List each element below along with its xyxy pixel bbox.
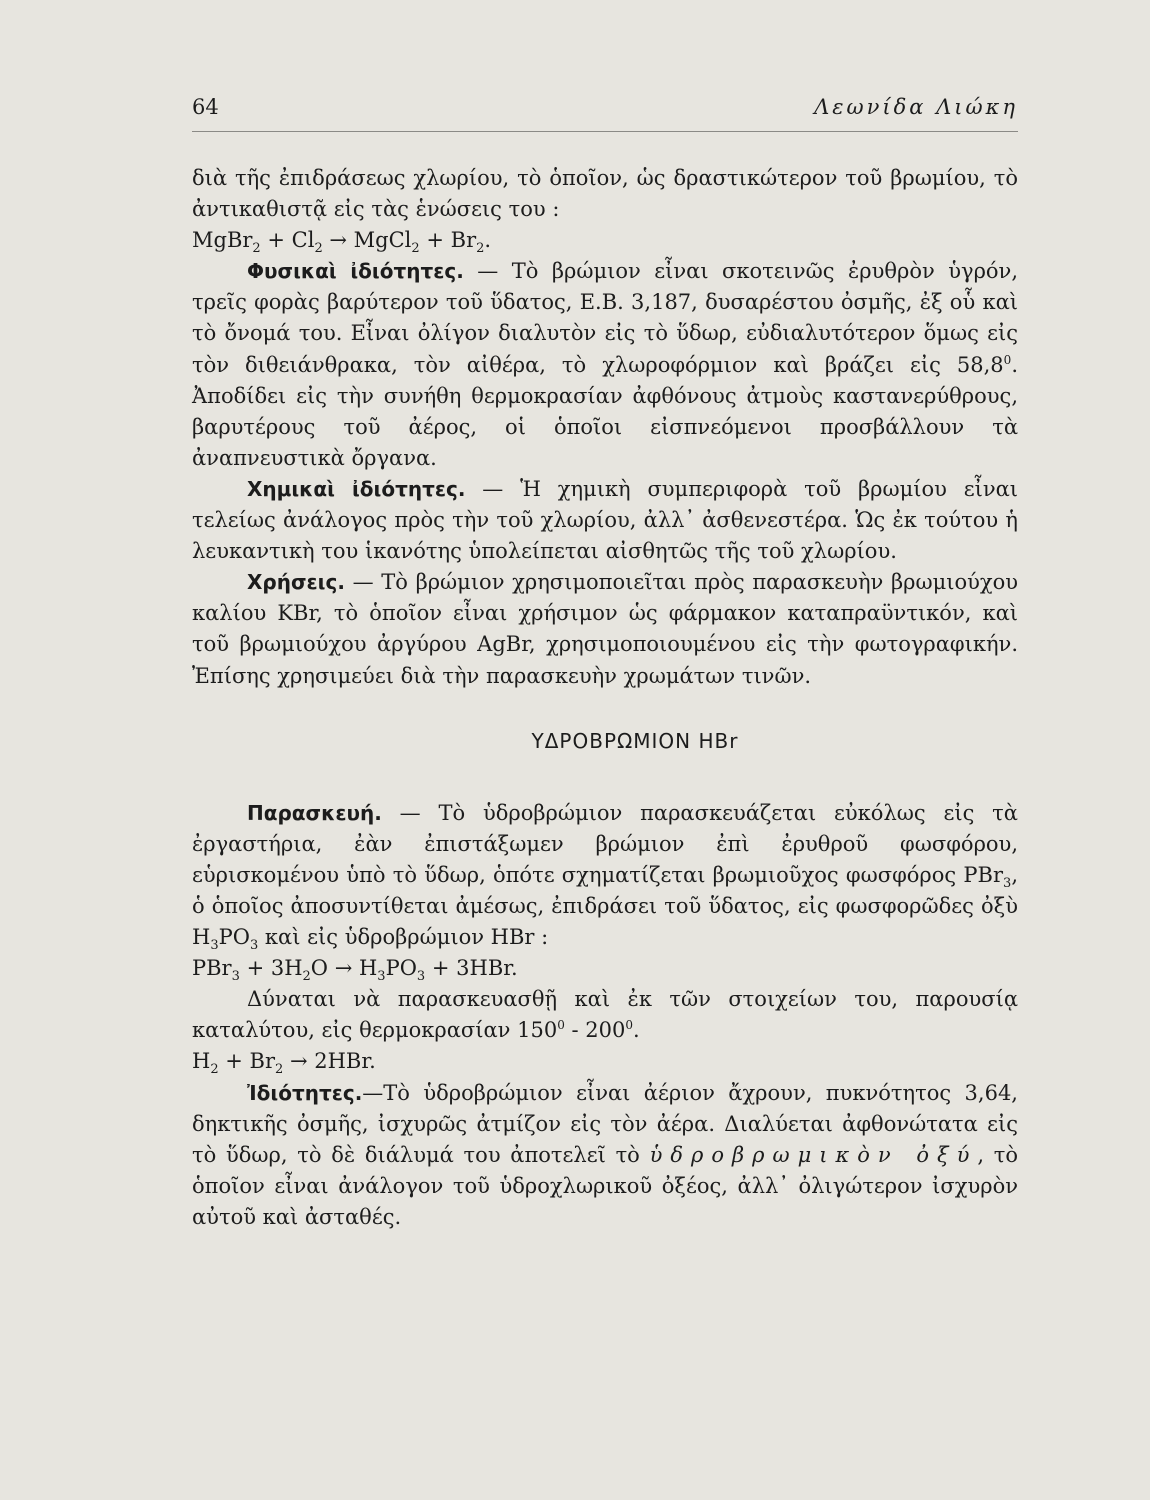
equation-h2-br2: $H_2 + Br_2 \to 2HBr$.: [192, 1049, 376, 1078]
page-header: [192, 95, 1018, 132]
page-number: 64: [192, 95, 219, 119]
heading-chemical-properties: Χημικαὶ ἰδιότητες.: [247, 476, 466, 501]
heading-preparation: Παρασκευή.: [247, 800, 382, 825]
paragraph-catalyst: Δύναται νὰ παρασκευασθῇ καὶ ἐκ τῶν στοιχείων του, παρουσίᾳ καταλύτου, εἰς θερμοκρασίαν $150^0 - 200^0$.: [192, 987, 1018, 1043]
heading-hbr-properties: Ἰδιότητες.: [247, 1080, 363, 1105]
heading-uses: Χρήσεις.: [247, 570, 345, 595]
paragraph-hbr-properties: Ἰδιότητες.—Τὸ ὑδροβρώμιον εἶναι ἀέριον ἄχρουν, πυκνότητος 3,64, δηκτικῆς ὀσμῆς, ἰσχυρῶς ἀτμίζον εἰς τὸν ἀέρα. Διαλύεται ἀφθονώτατα εἰς τὸ ὕδωρ, τὸ δὲ διάλυμά του ἀποτελεῖ τὸ ὑδροβρωμικὸν ὀξύ, τὸ ὁποῖον εἶναι ἀνάλογον τοῦ ὑδροχλωρικοῦ ὀξέος, ἀλλ᾽ ὀλιγώτερον ἰσχυρὸν αὐτοῦ καὶ ἀσταθές.: [192, 1080, 1019, 1229]
paragraph-chemical-properties: Χημικαὶ ἰδιότητες. — Ἡ χημικὴ συμπεριφορὰ τοῦ βρωμίου εἶναι τελείως ἀνάλογος πρὸς τὴν τοῦ χλωρίου, ἀλλ᾽ ἀσθενεστέρα. Ὡς ἐκ τούτου ἡ λευκαντικὴ του ἱκανότης ὑπολείπεται αἰσθητῶς τῆς τοῦ χλωρίου.: [192, 476, 1018, 564]
page-body: [192, 163, 1018, 1233]
heading-physical-properties: Φυσικαὶ ἰδιότητες.: [247, 259, 464, 284]
running-head: Λεωνίδα Λιώκη: [814, 95, 1018, 119]
paragraph-preparation: Παρασκευή. — Τὸ ὑδροβρώμιον παρασκευάζεται εὐκόλως εἰς τὰ ἐργαστήρια, ἐὰν ἐπιστάξωμεν βρώμιον ἐπὶ ἐρυθροῦ φωσφόρου, εὑρισκομένου ὑπὸ τὸ ὕδωρ, ὁπότε σχηματίζεται βρωμιοῦχος φωσφόρος PBr$_3$, ὁ ὁποῖος ἀποσυντίθεται ἀμέσως, ἐπιδράσει τοῦ ὕδατος, εἰς φωσφορῶδες ὀξὺ $H_3PO_3$ καὶ εἰς ὑδροβρώμιον HBr :: [192, 800, 1018, 954]
paragraph-chlorine-displacement: διὰ τῆς ἐπιδράσεως χλωρίου, τὸ ὁποῖον, ὡς δραστικώτερον τοῦ βρωμίου, τὸ ἀντικαθιστᾷ εἰς τὰς ἑνώσεις του :: [192, 166, 1018, 222]
section-title-hbr: ΥΔΡΟΒΡΩΜΙΟΝ HBr: [531, 728, 739, 753]
equation-pbr3: $PBr_3 + 3H_2O \to H_3PO_3 + 3HBr$.: [192, 956, 518, 985]
equation-mgbr2: MgBr$_2$ + $Cl_2$ → MgCl$_2$ + $Br_2$.: [192, 228, 492, 257]
paragraph-physical-properties: Φυσικαὶ ἰδιότητες. — Τὸ βρώμιον εἶναι σκοτεινῶς ἐρυθρὸν ὑγρόν, τρεῖς φορὰς βαρύτερον τοῦ ὕδατος, Ε.Β. 3,187, δυσαρέστου ὀσμῆς, ἐξ οὗ καὶ τὸ ὄνομά του. Εἶναι ὀλίγον διαλυτὸν εἰς τὸ ὕδωρ, εὐδιαλυτότερον ὅμως εἰς τὸν διθειάνθρακα, τὸν αἰθέρα, τὸ χλωροφόρμιον καὶ βράζει εἰς 58,8$^0$. Ἀποδίδει εἰς τὴν συνήθη θερμοκρασίαν ἀφθόνους ἀτμοὺς καστανερύθρους, βαρυτέρους τοῦ ἀέρος, οἱ ὁποῖοι εἰσπνεόμενοι προσβάλλουν τὰ ἀναπνευστικὰ ὄργανα.: [192, 259, 1019, 470]
paragraph-uses: Χρήσεις. — Τὸ βρώμιον χρησιμοποιεῖται πρὸς παρασκευὴν βρωμιούχου καλίου KBr, τὸ ὁποῖον εἶναι χρήσιμον ὡς φάρμακον καταπραϋντικόν, καὶ τοῦ βρωμιούχου ἀργύρου AgBr, χρησιμοποιουμένου εἰς τὴν φωτογραφικήν. Ἐπίσης χρησιμεύει διὰ τὴν παρασκευὴν χρωμάτων τινῶν.: [192, 570, 1018, 688]
spaced-term-hydrobromic-acid: ὑδροβρωμικὸν ὀξύ: [649, 1142, 978, 1167]
